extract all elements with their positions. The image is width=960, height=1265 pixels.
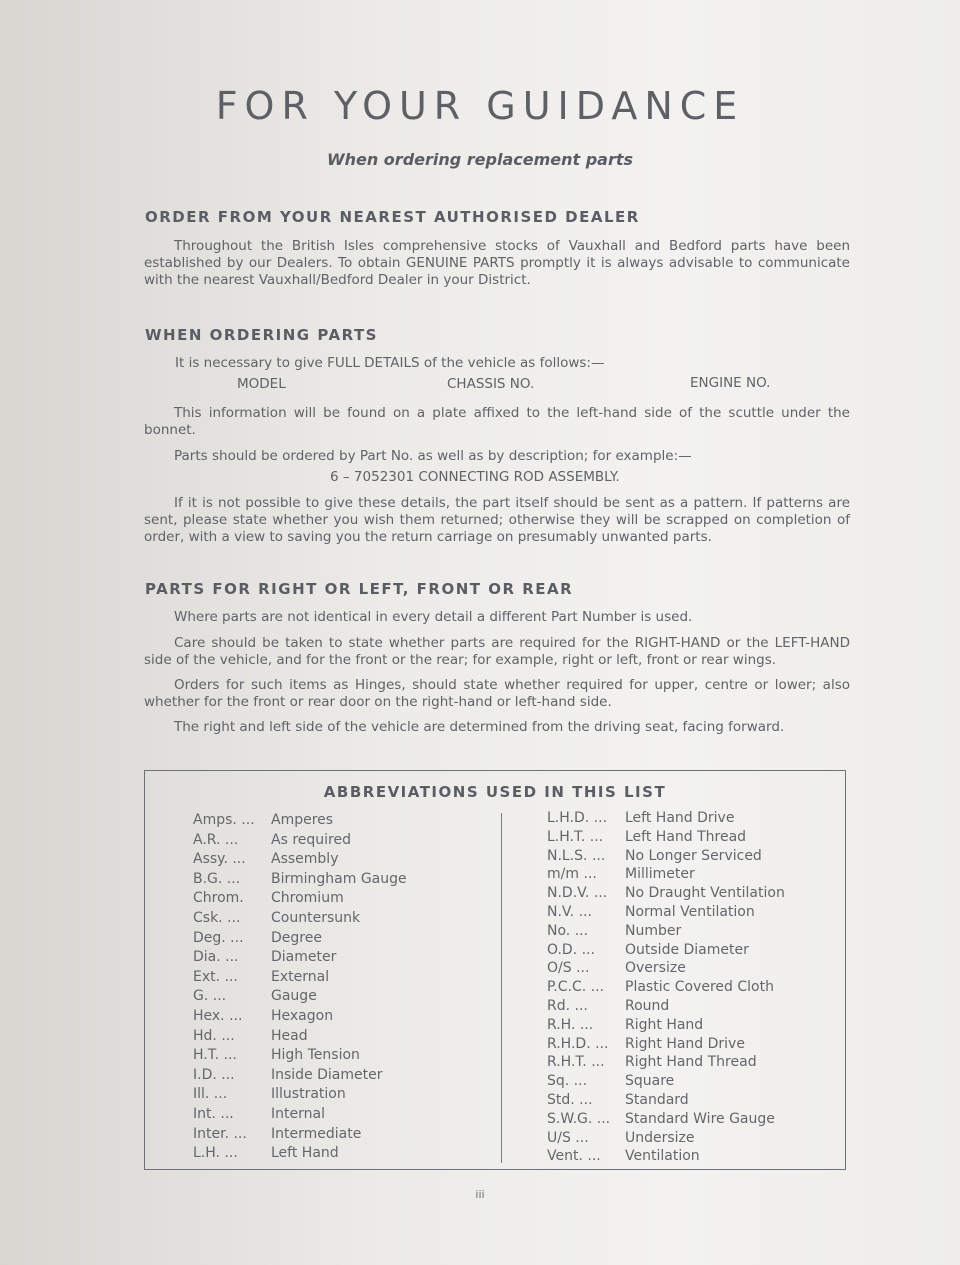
- section-heading-right-left: PARTS FOR RIGHT OR LEFT, FRONT OR REAR: [145, 580, 574, 598]
- abbreviation-key: A.R. ...: [193, 831, 239, 848]
- page-number: iii: [475, 1188, 485, 1201]
- abbreviation-row: [547, 997, 785, 1016]
- abbreviation-meaning: Left Hand Drive: [625, 810, 735, 826]
- abbreviation-row: [193, 1085, 407, 1105]
- abbreviation-key: O/S ...: [547, 960, 590, 977]
- abbreviation-row: [193, 987, 407, 1007]
- abbreviation-key: Hex. ...: [193, 1007, 243, 1024]
- ordering-intro: It is necessary to give FULL DETAILS of the vehicle as follows:—: [175, 355, 605, 371]
- abbreviation-row: [547, 1091, 785, 1110]
- abbreviations-right-column: [547, 809, 785, 1166]
- abbreviation-key: Csk. ...: [193, 909, 241, 926]
- abbreviation-row: [193, 909, 407, 929]
- ordering-pattern-paragraph: If it is not possible to give these details, the part itself should be sent as a pattern. If patterns are sent, please state whether you wish them returned; otherwise they will be scrapped on completion of order, with a view to saving you the return carriage on presumably unwanted parts.: [144, 495, 850, 545]
- abbreviation-meaning: Right Hand Thread: [625, 1054, 757, 1071]
- abbreviation-key: I.D. ...: [193, 1066, 235, 1083]
- abbreviation-row: [547, 959, 785, 978]
- abbreviation-key: Chrom.: [193, 890, 244, 907]
- abbreviation-row: [547, 1110, 785, 1129]
- abbreviation-row: [193, 968, 407, 988]
- detail-engine-no: ENGINE NO.: [690, 375, 771, 391]
- abbreviation-meaning: Gauge: [271, 988, 317, 1005]
- abbreviation-key: Sq. ...: [547, 1073, 588, 1090]
- abbreviation-meaning: Amperes: [271, 812, 334, 828]
- abbreviation-row: [193, 948, 407, 968]
- abbreviation-key: Dia. ...: [193, 949, 239, 966]
- abbreviation-row: [547, 1035, 785, 1054]
- abbreviation-row: [193, 1125, 407, 1145]
- abbreviation-meaning: Ventilation: [625, 1148, 700, 1165]
- right-left-paragraph-4: The right and left side of the vehicle are determined from the driving seat, facing forward.: [174, 719, 785, 735]
- section-heading-ordering: WHEN ORDERING PARTS: [145, 326, 378, 344]
- abbreviation-meaning: Number: [625, 922, 682, 939]
- abbreviation-key: H.T. ...: [193, 1047, 237, 1064]
- abbreviation-key: P.C.C. ...: [547, 979, 604, 996]
- abbreviation-row: [193, 1027, 407, 1047]
- abbreviation-meaning: High Tension: [271, 1047, 360, 1064]
- abbreviation-meaning: Square: [625, 1073, 675, 1090]
- abbreviation-key: L.H.D. ...: [547, 810, 608, 826]
- abbreviation-meaning: Hexagon: [271, 1007, 334, 1024]
- abbreviation-meaning: Standard: [625, 1091, 689, 1108]
- abbreviation-key: L.H. ...: [193, 1145, 238, 1162]
- abbreviations-left-column: [193, 811, 407, 1164]
- abbreviation-meaning: Plastic Covered Cloth: [625, 979, 774, 996]
- abbreviation-meaning: Standard Wire Gauge: [625, 1110, 775, 1127]
- abbreviation-key: Std. ...: [547, 1091, 593, 1108]
- abbreviation-row: [193, 929, 407, 949]
- page-subtitle: When ordering replacement parts: [326, 150, 634, 169]
- abbreviation-row: [193, 811, 407, 831]
- abbreviation-row: [547, 1072, 785, 1091]
- abbreviation-meaning: Diameter: [271, 949, 337, 966]
- abbreviation-meaning: Intermediate: [271, 1125, 362, 1142]
- abbreviation-meaning: Normal Ventilation: [625, 903, 755, 920]
- abbreviation-key: Assy. ...: [193, 851, 246, 868]
- ordering-plate-paragraph: This information will be found on a plate affixed to the left-hand side of the scuttle under the bonnet.: [144, 405, 850, 438]
- abbreviation-meaning: Millimeter: [625, 866, 695, 883]
- abbreviation-key: Amps. ...: [193, 812, 255, 828]
- abbreviation-meaning: Left Hand: [271, 1145, 339, 1162]
- abbreviation-row: [193, 1046, 407, 1066]
- abbreviation-key: Int. ...: [193, 1105, 234, 1122]
- abbreviation-key: Rd. ...: [547, 997, 588, 1014]
- abbreviation-row: [547, 941, 785, 960]
- abbreviation-key: N.V. ...: [547, 903, 592, 920]
- abbreviation-meaning: Assembly: [271, 851, 339, 868]
- abbreviation-row: [547, 865, 785, 884]
- abbreviation-meaning: Head: [271, 1027, 308, 1044]
- dealer-paragraph: Throughout the British Isles comprehensive stocks of Vauxhall and Bedford parts have been established by our Dealers. To obtain GENUINE PARTS promptly it is always advisable to communicate with the nearest Vauxhall/Bedford Dealer in your District.: [144, 238, 850, 288]
- abbreviation-key: Ill. ...: [193, 1086, 228, 1103]
- abbreviation-key: O.D. ...: [547, 941, 595, 958]
- abbreviation-row: [193, 1007, 407, 1027]
- abbreviations-title: ABBREVIATIONS USED IN THIS LIST: [323, 783, 667, 801]
- abbreviation-key: Deg. ...: [193, 929, 244, 946]
- abbreviation-row: [193, 870, 407, 890]
- abbreviation-row: [547, 847, 785, 866]
- abbreviation-row: [547, 1147, 785, 1166]
- abbreviation-row: [547, 922, 785, 941]
- abbreviation-key: L.H.T. ...: [547, 828, 604, 845]
- abbreviation-key: Hd. ...: [193, 1027, 235, 1044]
- abbreviation-meaning: Illustration: [271, 1086, 346, 1103]
- abbreviation-meaning: Undersize: [625, 1129, 695, 1146]
- abbreviation-meaning: External: [271, 968, 330, 985]
- abbreviation-row: [547, 1129, 785, 1148]
- abbreviation-row: [193, 831, 407, 851]
- abbreviation-row: [547, 978, 785, 997]
- section-heading-dealer: ORDER FROM YOUR NEAREST AUTHORISED DEALER: [145, 208, 640, 226]
- abbreviations-box: [144, 770, 846, 1170]
- abbreviation-row: [547, 903, 785, 922]
- abbreviation-row: [193, 1105, 407, 1125]
- abbreviation-key: m/m ...: [547, 866, 597, 883]
- abbreviation-meaning: Internal: [271, 1105, 325, 1122]
- abbreviation-key: Ext. ...: [193, 968, 238, 985]
- abbreviation-row: [547, 809, 785, 828]
- abbreviation-key: N.L.S. ...: [547, 847, 606, 864]
- abbreviation-meaning: Oversize: [625, 960, 686, 977]
- abbreviation-row: [547, 1053, 785, 1072]
- abbreviation-key: R.H.T. ...: [547, 1054, 605, 1071]
- abbreviation-row: [547, 884, 785, 903]
- abbreviation-meaning: Right Hand: [625, 1016, 704, 1033]
- abbreviation-row: [193, 1144, 407, 1164]
- abbreviation-meaning: No Longer Serviced: [625, 847, 762, 864]
- column-divider: [501, 813, 502, 1163]
- detail-chassis-no: CHASSIS NO.: [447, 376, 535, 392]
- ordering-partno-paragraph: Parts should be ordered by Part No. as well as by description; for example:—: [174, 448, 692, 464]
- detail-model: MODEL: [237, 376, 286, 392]
- abbreviation-meaning: Degree: [271, 929, 322, 946]
- abbreviation-key: S.W.G. ...: [547, 1110, 611, 1127]
- abbreviation-meaning: Left Hand Thread: [625, 828, 747, 845]
- abbreviation-meaning: Countersunk: [271, 909, 361, 926]
- ordering-example: 6 – 7052301 CONNECTING ROD ASSEMBLY.: [330, 469, 620, 485]
- abbreviation-key: G. ...: [193, 988, 227, 1005]
- right-left-paragraph-2: Care should be taken to state whether parts are required for the RIGHT-HAND or the LEFT-HAND side of the vehicle, and for the front or the rear; for example, right or left, front or rear wings.: [144, 635, 850, 668]
- abbreviation-key: R.H.D. ...: [547, 1035, 609, 1052]
- abbreviation-meaning: Round: [625, 997, 670, 1014]
- abbreviation-key: Vent. ...: [547, 1148, 601, 1165]
- abbreviation-meaning: As required: [271, 831, 351, 848]
- abbreviation-meaning: Right Hand Drive: [625, 1035, 745, 1052]
- abbreviation-meaning: Birmingham Gauge: [271, 870, 407, 887]
- abbreviation-key: R.H. ...: [547, 1016, 594, 1033]
- abbreviation-key: U/S ...: [547, 1129, 589, 1146]
- abbreviation-meaning: Chromium: [271, 890, 344, 907]
- abbreviation-key: N.D.V. ...: [547, 885, 608, 902]
- right-left-paragraph-3: Orders for such items as Hinges, should state whether required for upper, centre or lower; also whether for the front or rear door on the right-hand or left-hand side.: [144, 677, 850, 710]
- abbreviation-row: [193, 850, 407, 870]
- abbreviation-meaning: Inside Diameter: [271, 1066, 383, 1083]
- abbreviation-row: [547, 828, 785, 847]
- abbreviation-key: B.G. ...: [193, 870, 241, 887]
- page-title: FOR YOUR GUIDANCE: [215, 84, 745, 128]
- abbreviation-row: [547, 1016, 785, 1035]
- abbreviation-key: Inter. ...: [193, 1125, 247, 1142]
- abbreviation-meaning: No Draught Ventilation: [625, 885, 785, 902]
- abbreviation-meaning: Outside Diameter: [625, 941, 749, 958]
- abbreviation-key: No. ...: [547, 922, 589, 939]
- abbreviation-row: [193, 1066, 407, 1086]
- right-left-paragraph-1: Where parts are not identical in every detail a different Part Number is used.: [174, 609, 693, 625]
- abbreviation-row: [193, 889, 407, 909]
